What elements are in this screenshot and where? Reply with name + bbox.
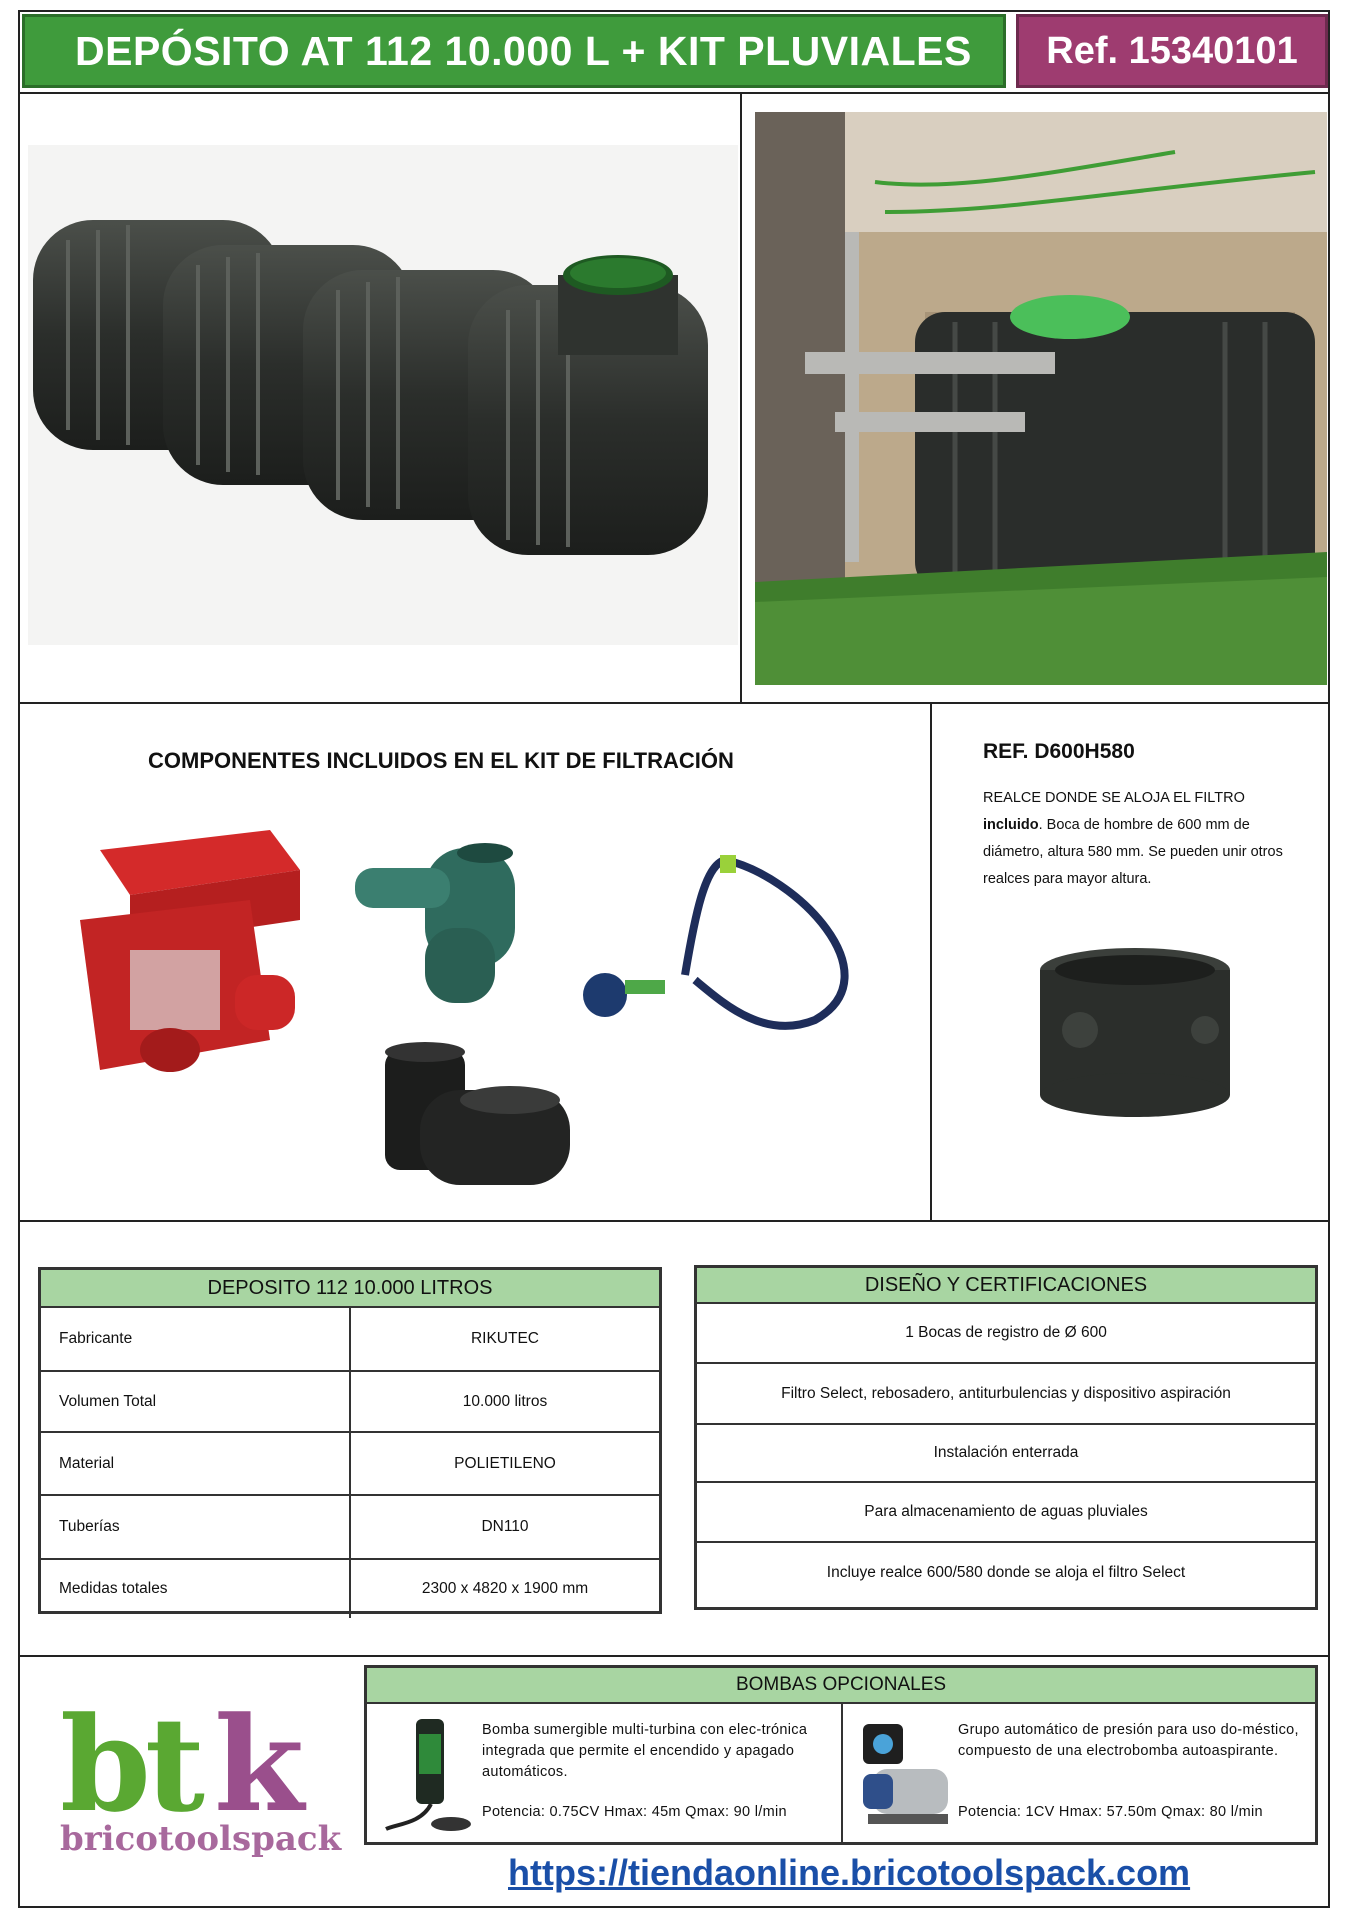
realce-description [983, 785, 1303, 893]
table-row [697, 1364, 1315, 1425]
pump-power: Potencia: 0.75CV Hmax: 45m Qmax: 90 l/min [482, 1804, 787, 1820]
table-cell-value: DN110 [481, 1518, 529, 1535]
table-cell-value: Filtro Select, rebosadero, antiturbulencias y dispositivo aspiración [781, 1384, 1231, 1402]
divider [18, 1655, 1330, 1657]
pump-item [841, 1704, 1315, 1842]
table-row [697, 1304, 1315, 1364]
svg-text:k: k [214, 1688, 305, 1841]
table-row [41, 1560, 659, 1618]
realce-desc-bold: incluido [983, 817, 1039, 833]
table-row [41, 1372, 659, 1433]
table-header: DEPOSITO 112 10.000 LITROS [41, 1270, 659, 1308]
divider [930, 702, 932, 1220]
realce-desc-text: . Boca de hombre de 600 mm de diámetro, altura 580 mm. Se pueden unir otros realces para mayor altura. [983, 817, 1283, 887]
table-row [697, 1425, 1315, 1483]
reference-badge: Ref. 15340101 [1016, 14, 1328, 88]
table-cell-label: Fabricante [41, 1308, 351, 1370]
overflow-siphon-image [355, 838, 535, 1008]
realce-ref-title: REF. D600H580 [983, 740, 1135, 763]
manhole-extension-image [1035, 945, 1235, 1125]
deposito-spec-table [38, 1267, 662, 1614]
table-cell-value: Instalación enterrada [933, 1444, 1079, 1461]
realce-desc-text: REALCE DONDE SE ALOJA EL FILTRO [983, 790, 1245, 806]
table-body [697, 1304, 1315, 1603]
table-cell-value: 1 Bocas de registro de Ø 600 [905, 1324, 1107, 1341]
table-cell-value: Para almacenamiento de aguas pluviales [864, 1503, 1148, 1520]
table-cell-value: 10.000 litros [462, 1392, 548, 1410]
table-cell-value: Incluye realce 600/580 donde se aloja el filtro Select [826, 1564, 1186, 1581]
pump-item [367, 1704, 841, 1842]
table-header: DISEÑO Y CERTIFICACIONES [697, 1268, 1315, 1304]
suction-hose-float-image [575, 855, 895, 1040]
divider [18, 702, 1330, 704]
pump-description: Bomba sumergible multi-turbina con elec-trónica integrada que permite el encendido y apagado automáticos. [482, 1722, 808, 1780]
table-cell-label: Tuberías [41, 1496, 351, 1558]
kit-section-title: COMPONENTES INCLUIDOS EN EL KIT DE FILTRACIÓN [148, 748, 734, 773]
store-link[interactable]: https://tiendaonline.bricotoolspack.com [508, 1852, 1191, 1893]
btk-logo [52, 1685, 342, 1860]
tank-product-photo [28, 145, 738, 645]
diseno-spec-table [694, 1265, 1318, 1610]
pump-description: Grupo automático de presión para uso do-méstico, compuesto de una electrobomba autoaspirante. [958, 1722, 1299, 1759]
divider [18, 1220, 1330, 1222]
filter-red-image [70, 810, 310, 1095]
table-row [697, 1543, 1315, 1603]
page-title: DEPÓSITO AT 112 10.000 L + KIT PLUVIALES [22, 14, 1006, 88]
table-cell-label: Material [41, 1433, 351, 1494]
table-cell-value: 2300 x 4820 x 1900 mm [421, 1580, 589, 1597]
table-cell-value: POLIETILENO [454, 1454, 556, 1472]
divider [18, 92, 1330, 94]
pump-power: Potencia: 1CV Hmax: 57.50m Qmax: 80 l/min [958, 1804, 1263, 1820]
table-cell-label: Volumen Total [41, 1372, 351, 1431]
svg-text:bricotoolspack: bricotoolspack [60, 1819, 342, 1859]
svg-text:bt: bt [60, 1688, 199, 1841]
table-row [697, 1483, 1315, 1543]
divider [740, 92, 742, 702]
table-row [41, 1433, 659, 1496]
installation-photo [755, 112, 1327, 685]
submersible-pump-image [381, 1714, 476, 1834]
table-cell-label: Medidas totales [41, 1560, 351, 1618]
optional-pumps-box [364, 1665, 1318, 1845]
pressure-group-image [853, 1714, 953, 1834]
table-cell-value: RIKUTEC [470, 1330, 540, 1347]
antiturbulence-inlet-image [380, 1040, 570, 1195]
pumps-header: BOMBAS OPCIONALES [367, 1668, 1315, 1704]
table-row [41, 1308, 659, 1372]
table-body [41, 1308, 659, 1618]
table-row [41, 1496, 659, 1560]
